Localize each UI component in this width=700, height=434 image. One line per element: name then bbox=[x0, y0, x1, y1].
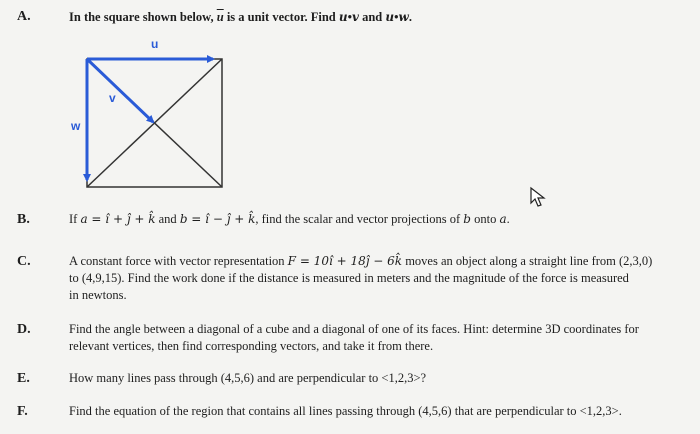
problem-label-e: E. bbox=[17, 371, 30, 386]
label-v: v bbox=[109, 91, 116, 105]
problem-text-f: Find the equation of the region that contains all lines passing through (4,5,6) that are perpendicular to <1,2,3>. bbox=[69, 404, 622, 418]
problem-text-a: In the square shown below, $\overline{u}$ is a unit vector. Find u•v and u•w. bbox=[69, 10, 412, 24]
problem-text-c: A constant force with vector representation F = 10î + 18ĵ − 6k̂ moves an object along a straight line from (2,3,0) to (4,9,15). Find the work done if the distance is measured in meters and the magnitude of the force is measured in newtons. bbox=[69, 254, 653, 302]
problem-label-a: A. bbox=[17, 9, 31, 24]
label-u: u bbox=[151, 37, 159, 51]
mouse-pointer-icon bbox=[530, 187, 546, 207]
problem-text-b: If a = î + ĵ + k̂ and b = î − ĵ + k̂, find the scalar and vector projections of b onto a. bbox=[69, 212, 510, 226]
problem-label-d: D. bbox=[17, 322, 31, 337]
problem-label-b: B. bbox=[17, 212, 30, 227]
problem-text-e: How many lines pass through (4,5,6) and are perpendicular to <1,2,3>? bbox=[69, 371, 427, 385]
problem-text-d: Find the angle between a diagonal of a cube and a diagonal of one of its faces. Hint: determine 3D coordinates for relevant vertices, then find corresponding vectors, and take it from there. bbox=[69, 322, 639, 353]
square-vector-figure bbox=[71, 37, 235, 190]
label-w: w bbox=[71, 119, 81, 133]
vector-v-arrow bbox=[87, 59, 153, 122]
problem-label-f: F. bbox=[17, 404, 28, 419]
problem-label-c: C. bbox=[17, 254, 31, 269]
